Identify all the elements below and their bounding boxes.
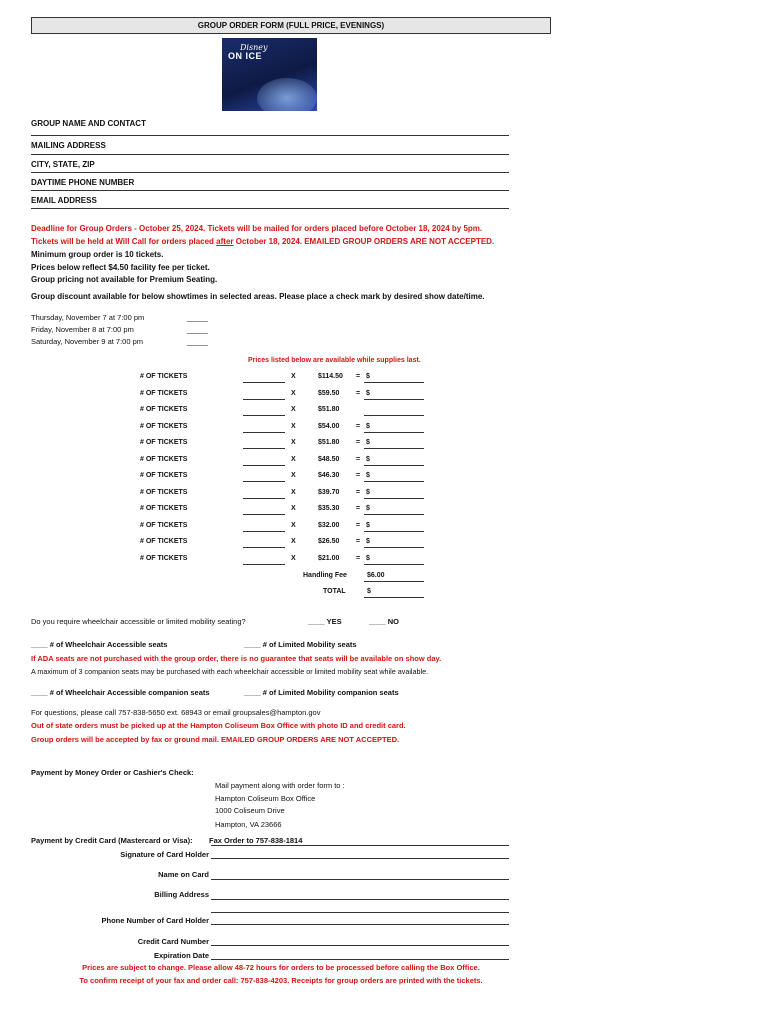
limited-mobility-companion-field[interactable]: ____ # of Limited Mobility companion seats (244, 688, 399, 697)
group-name-field[interactable] (31, 135, 509, 136)
ticket-label: # OF TICKETS (140, 538, 188, 545)
deadline-note: Deadline for Group Orders - October 25, 2024. Tickets will be mailed for orders placed before October 18, 2024 by 5pm. (31, 224, 483, 233)
ticket-label: # OF TICKETS (140, 456, 188, 463)
equals-symbol: = (356, 390, 361, 397)
phone-card-holder-label: Phone Number of Card Holder (101, 916, 209, 925)
equals-symbol: = (356, 538, 361, 545)
mailing-address-label: MAILING ADDRESS (31, 141, 106, 150)
total-value: $ (367, 588, 371, 595)
name-on-card-label: Name on Card (158, 870, 209, 879)
equals-symbol: = (356, 555, 361, 562)
phone-field[interactable] (31, 190, 509, 191)
ticket-quantity-field[interactable] (243, 547, 285, 548)
dollar-symbol: $ (366, 439, 370, 446)
dollar-symbol: $ (366, 522, 370, 529)
expiration-label: Expiration Date (153, 951, 209, 960)
ticket-subtotal-field[interactable] (364, 514, 424, 515)
email-field[interactable] (31, 208, 509, 209)
mail-line-1: Mail payment along with order form to : (215, 781, 345, 790)
ticket-quantity-field[interactable] (243, 481, 285, 482)
questions-note: For questions, please call 757-838-5650 ext. 68943 or email groupsales@hampton.gov (31, 708, 321, 717)
ticket-quantity-field[interactable] (243, 531, 285, 532)
equals-symbol: = (356, 505, 361, 512)
dollar-symbol: $ (366, 373, 370, 380)
wheelchair-question: Do you require wheelchair accessible or limited mobility seating? (31, 617, 246, 626)
dollar-symbol: $ (366, 555, 370, 562)
group-name-label: GROUP NAME AND CONTACT (31, 119, 146, 128)
billing-address-field[interactable] (211, 899, 509, 900)
disney-on-ice-logo (222, 38, 317, 111)
money-order-label: Payment by Money Order or Cashier's Check: (31, 768, 194, 777)
ticket-price: $114.50 (318, 373, 343, 380)
times-symbol: X (291, 390, 296, 397)
logo-name: ON ICE (228, 51, 263, 61)
show-saturday-check[interactable]: _____ (187, 337, 208, 346)
fax-order-label: Fax Order to 757-838-1814 (209, 836, 303, 845)
phone-card-holder-field[interactable] (211, 924, 509, 925)
ticket-subtotal-field[interactable] (364, 465, 424, 466)
ticket-price: $54.00 (318, 423, 340, 430)
email-label: EMAIL ADDRESS (31, 196, 97, 205)
will-call-note (31, 237, 494, 246)
premium-note: Group pricing not available for Premium Seating. (31, 275, 218, 284)
ticket-subtotal-field[interactable] (364, 448, 424, 449)
ticket-price: $48.50 (318, 456, 340, 463)
ticket-quantity-field[interactable] (243, 448, 285, 449)
ticket-quantity-field[interactable] (243, 465, 285, 466)
equals-symbol: = (356, 423, 361, 430)
ticket-label: # OF TICKETS (140, 489, 188, 496)
dollar-symbol: $ (366, 505, 370, 512)
handling-fee-label: Handling Fee (303, 572, 347, 579)
wheelchair-yes[interactable]: ____ YES (308, 617, 342, 626)
wheelchair-seats-field[interactable]: ____ # of Wheelchair Accessible seats (31, 640, 168, 649)
wheelchair-no[interactable]: ____ NO (369, 617, 400, 626)
equals-symbol: = (356, 456, 361, 463)
equals-symbol: = (356, 439, 361, 446)
times-symbol: X (291, 538, 296, 545)
ada-note: If ADA seats are not purchased with the group order, there is no guarantee that seats will be available on show day. (31, 654, 442, 663)
times-symbol: X (291, 505, 296, 512)
will-call-after: after (216, 237, 234, 246)
signature-field[interactable] (211, 858, 509, 859)
dollar-symbol: $ (366, 489, 370, 496)
times-symbol: X (291, 555, 296, 562)
ticket-label: # OF TICKETS (140, 390, 188, 397)
equals-symbol: = (356, 489, 361, 496)
ticket-subtotal-field[interactable] (364, 498, 424, 499)
ticket-label: # OF TICKETS (140, 373, 188, 380)
ticket-quantity-field[interactable] (243, 432, 285, 433)
footer-prices-note: Prices are subject to change. Please allow 48-72 hours for orders to be processed before calling the Box Office. (82, 963, 480, 972)
ticket-price: $59.50 (318, 390, 340, 397)
phone-label: DAYTIME PHONE NUMBER (31, 178, 135, 187)
billing-address-label: Billing Address (154, 890, 209, 899)
dollar-symbol: $ (366, 390, 370, 397)
will-call-pre: Tickets will be held at Will Call for orders placed (31, 237, 217, 246)
form-title: GROUP ORDER FORM (FULL PRICE, EVENINGS) (31, 17, 551, 34)
handling-fee-line (364, 581, 424, 582)
times-symbol: X (291, 373, 296, 380)
show-thursday-check[interactable]: _____ (187, 313, 208, 322)
ticket-subtotal-field[interactable] (364, 399, 424, 400)
logo-brand: Disney (240, 43, 268, 52)
ticket-price: $51.80 (318, 439, 340, 446)
fax-ground-note: Group orders will be accepted by fax or ground mail. EMAILED GROUP ORDERS ARE NOT ACCEPTED. (31, 735, 400, 744)
equals-symbol: = (356, 522, 361, 529)
ticket-subtotal-field[interactable] (364, 531, 424, 532)
total-field[interactable] (364, 597, 424, 598)
show-saturday: Saturday, November 9 at 7:00 pm (31, 337, 144, 346)
ticket-quantity-field[interactable] (243, 564, 285, 565)
ticket-quantity-field[interactable] (243, 382, 285, 383)
equals-symbol: = (356, 373, 361, 380)
dollar-symbol: $ (366, 423, 370, 430)
footer-confirm-note: To confirm receipt of your fax and order call: 757-838-4203. Receipts for group orders are printed with the tickets. (79, 976, 483, 985)
name-on-card-field[interactable] (211, 879, 509, 880)
fax-order-line (211, 845, 509, 846)
ticket-quantity-field[interactable] (243, 514, 285, 515)
city-state-zip-field[interactable] (31, 172, 509, 173)
ticket-price: $35.30 (318, 505, 340, 512)
times-symbol: X (291, 439, 296, 446)
mail-line-2: Hampton Coliseum Box Office (215, 794, 316, 803)
ticket-price: $51.80 (318, 406, 340, 413)
ticket-price: $32.00 (318, 522, 340, 529)
times-symbol: X (291, 472, 296, 479)
times-symbol: X (291, 406, 296, 413)
show-friday: Friday, November 8 at 7:00 pm (31, 325, 134, 334)
show-friday-check[interactable]: _____ (187, 325, 208, 334)
times-symbol: X (291, 489, 296, 496)
companion-note: A maximum of 3 companion seats may be purchased with each wheelchair accessible or limited mobility seat while available. (31, 667, 429, 676)
ticket-subtotal-field[interactable] (364, 432, 424, 433)
ticket-label: # OF TICKETS (140, 439, 188, 446)
times-symbol: X (291, 522, 296, 529)
mail-line-3: 1000 Coliseum Drive (215, 806, 285, 815)
total-label: TOTAL (323, 588, 346, 595)
handling-fee-value: $6.00 (367, 572, 385, 579)
times-symbol: X (291, 423, 296, 430)
out-of-state-note: Out of state orders must be picked up at the Hampton Coliseum Box Office with photo ID and credit card. (31, 721, 406, 730)
mailing-address-field[interactable] (31, 154, 509, 155)
ticket-price: $39.70 (318, 489, 340, 496)
ticket-price: $26.50 (318, 538, 340, 545)
ticket-subtotal-field[interactable] (364, 382, 424, 383)
will-call-post: October 18, 2024. EMAILED GROUP ORDERS ARE NOT ACCEPTED. (233, 237, 495, 246)
minimum-note: Minimum group order is 10 tickets. (31, 250, 164, 259)
ticket-quantity-field[interactable] (243, 498, 285, 499)
show-thursday: Thursday, November 7 at 7:00 pm (31, 313, 145, 322)
equals-symbol: = (356, 472, 361, 479)
expiration-field[interactable] (211, 959, 509, 960)
dollar-symbol: $ (366, 456, 370, 463)
credit-card-label: Payment by Credit Card (Mastercard or Visa): (31, 836, 193, 845)
limited-mobility-seats-field[interactable]: ____ # of Limited Mobility seats (244, 640, 357, 649)
billing-address-field-2[interactable] (211, 912, 509, 913)
discount-note: Group discount available for below showtimes in selected areas. Please place a check mark by desired show date/time. (31, 292, 485, 301)
dollar-symbol: $ (366, 472, 370, 479)
times-symbol: X (291, 456, 296, 463)
ticket-label: # OF TICKETS (140, 505, 188, 512)
prices-note: Prices listed below are available while supplies last. (248, 357, 421, 364)
ticket-label: # OF TICKETS (140, 555, 188, 562)
skaters-image (257, 78, 317, 111)
ticket-label: # OF TICKETS (140, 423, 188, 430)
ticket-quantity-field[interactable] (243, 399, 285, 400)
card-number-label: Credit Card Number (137, 937, 209, 946)
ticket-price: $21.00 (318, 555, 340, 562)
ticket-label: # OF TICKETS (140, 472, 188, 479)
ticket-label: # OF TICKETS (140, 522, 188, 529)
ticket-label: # OF TICKETS (140, 406, 188, 413)
ticket-subtotal-field[interactable] (364, 547, 424, 548)
dollar-symbol: $ (366, 538, 370, 545)
wheelchair-companion-field[interactable]: ____ # of Wheelchair Accessible companion seats (31, 688, 210, 697)
ticket-subtotal-field[interactable] (364, 564, 424, 565)
city-state-zip-label: CITY, STATE, ZIP (31, 160, 95, 169)
ticket-quantity-field[interactable] (243, 415, 285, 416)
facility-fee-note: Prices below reflect $4.50 facility fee per ticket. (31, 263, 210, 272)
ticket-subtotal-field[interactable] (364, 415, 424, 416)
signature-label: Signature of Card Holder (120, 850, 209, 859)
ticket-price: $46.30 (318, 472, 340, 479)
card-number-field[interactable] (211, 945, 509, 946)
mail-line-4: Hampton, VA 23666 (215, 820, 282, 829)
ticket-subtotal-field[interactable] (364, 481, 424, 482)
